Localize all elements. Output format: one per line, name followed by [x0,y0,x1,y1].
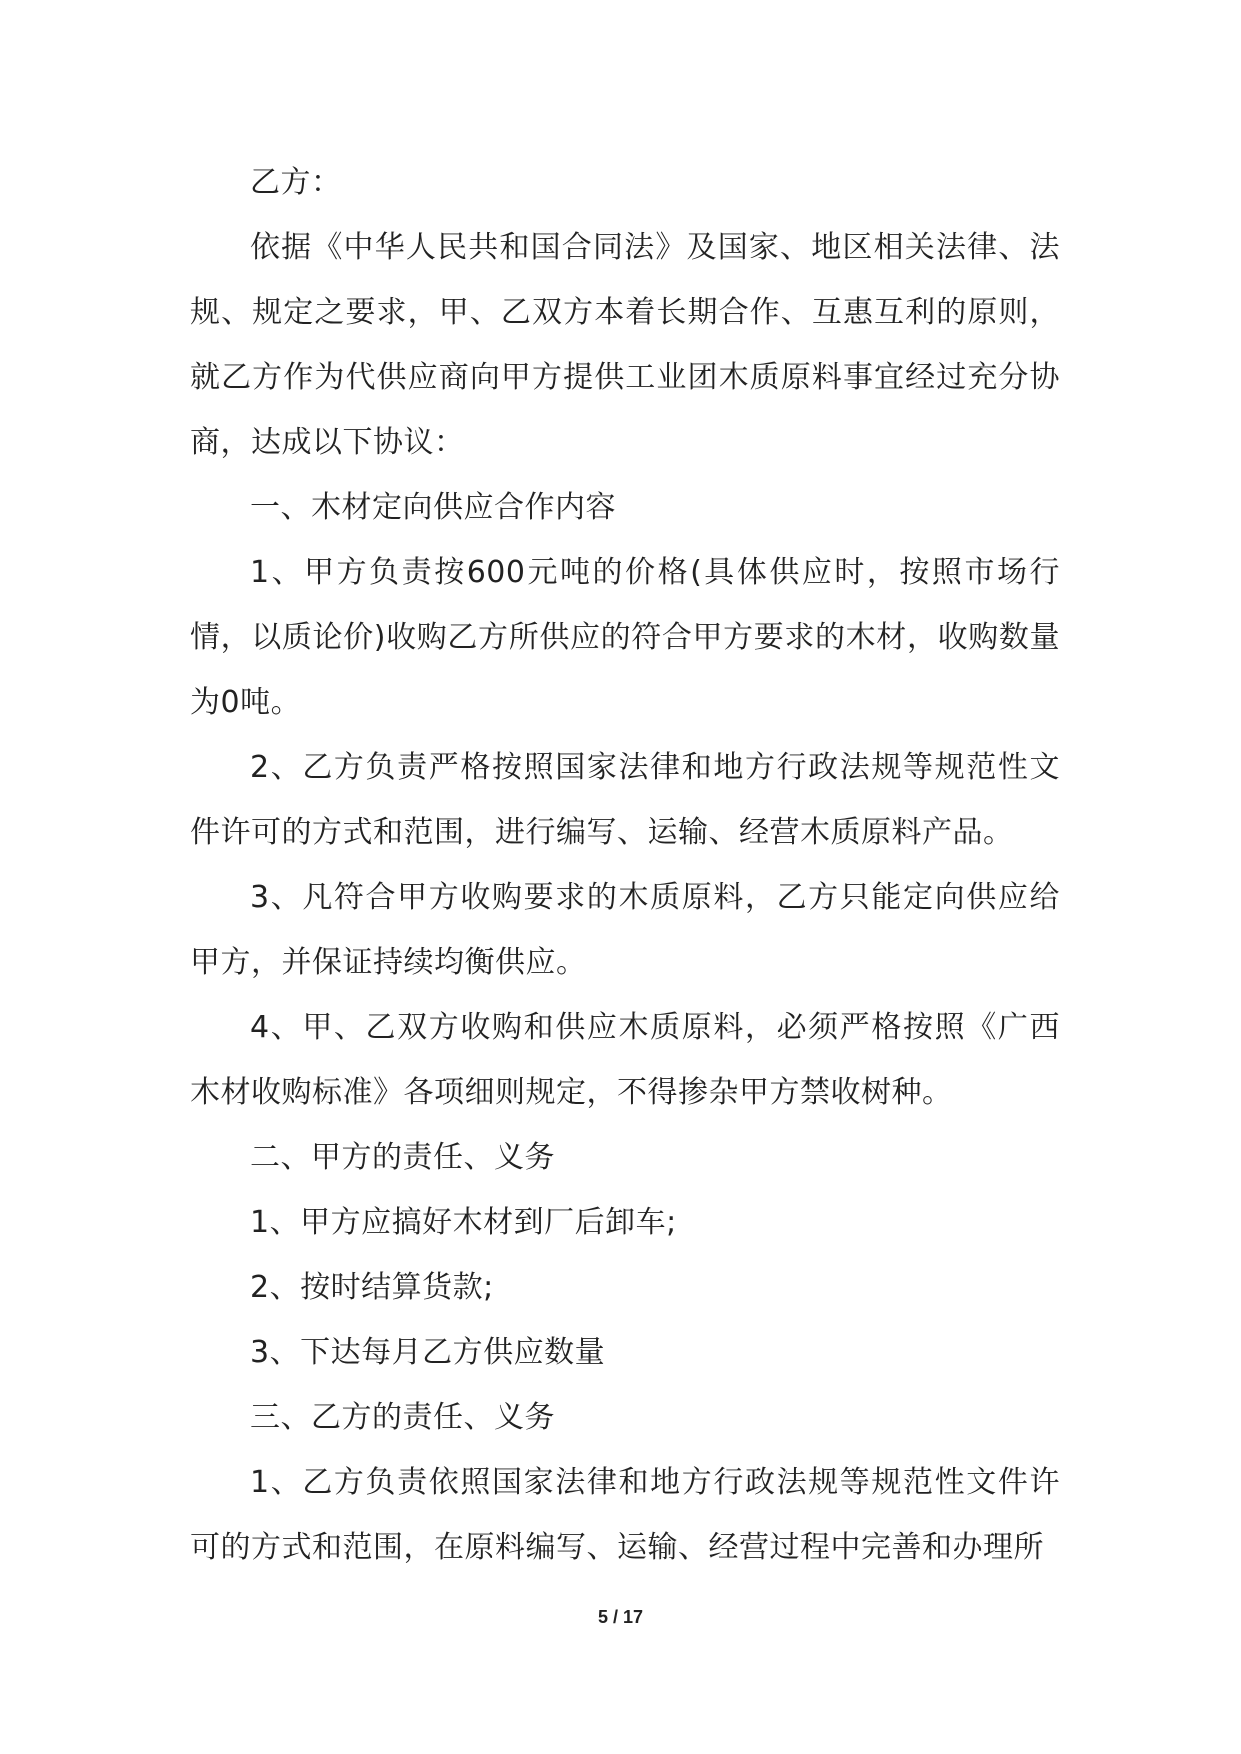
paragraph-clause-1-2: 2、乙方负责严格按照国家法律和地方行政法规等规范性文件许可的方式和范围，进行编写、运输、经营木质原料产品。 [190,750,1060,850]
section-heading-3: 三、乙方的责任、义务 [250,1400,555,1435]
paragraph-clause-2-3: 3、下达每月乙方供应数量 [250,1335,606,1370]
paragraph-clause-1-1: 1、甲方负责按600元吨的价格(具体供应时，按照市场行情，以质论价)收购乙方所供应的符合甲方要求的木材，收购数量为0吨。 [190,555,1060,720]
paragraph-clause-2-1: 1、甲方应搞好木材到厂后卸车; [250,1205,677,1240]
paragraph-clause-1-4: 4、甲、乙双方收购和供应木质原料，必须严格按照《广西木材收购标准》各项细则规定，不得掺杂甲方禁收树种。 [190,1010,1060,1110]
paragraph-clause-1-3: 3、凡符合甲方收购要求的木质原料，乙方只能定向供应给甲方，并保证持续均衡供应。 [190,880,1060,980]
page-number: 5 / 17 [597,1607,644,1627]
paragraph-clause-2-2: 2、按时结算货款; [250,1270,494,1305]
paragraph-preamble: 依据《中华人民共和国合同法》及国家、地区相关法律、法规、规定之要求，甲、乙双方本着长期合作、互惠互利的原则，就乙方作为代供应商向甲方提供工业团木质原料事宜经过充分协商，达成以下协议： [190,230,1060,460]
section-heading-1: 一、木材定向供应合作内容 [250,490,616,525]
section-heading-2: 二、甲方的责任、义务 [250,1140,555,1175]
document-body [190,150,1060,1580]
paragraph-party-b: 乙方： [250,165,342,200]
paragraph-clause-3-1: 1、乙方负责依照国家法律和地方行政法规等规范性文件许可的方式和范围，在原料编写、运输、经营过程中完善和办理所 [190,1465,1060,1565]
